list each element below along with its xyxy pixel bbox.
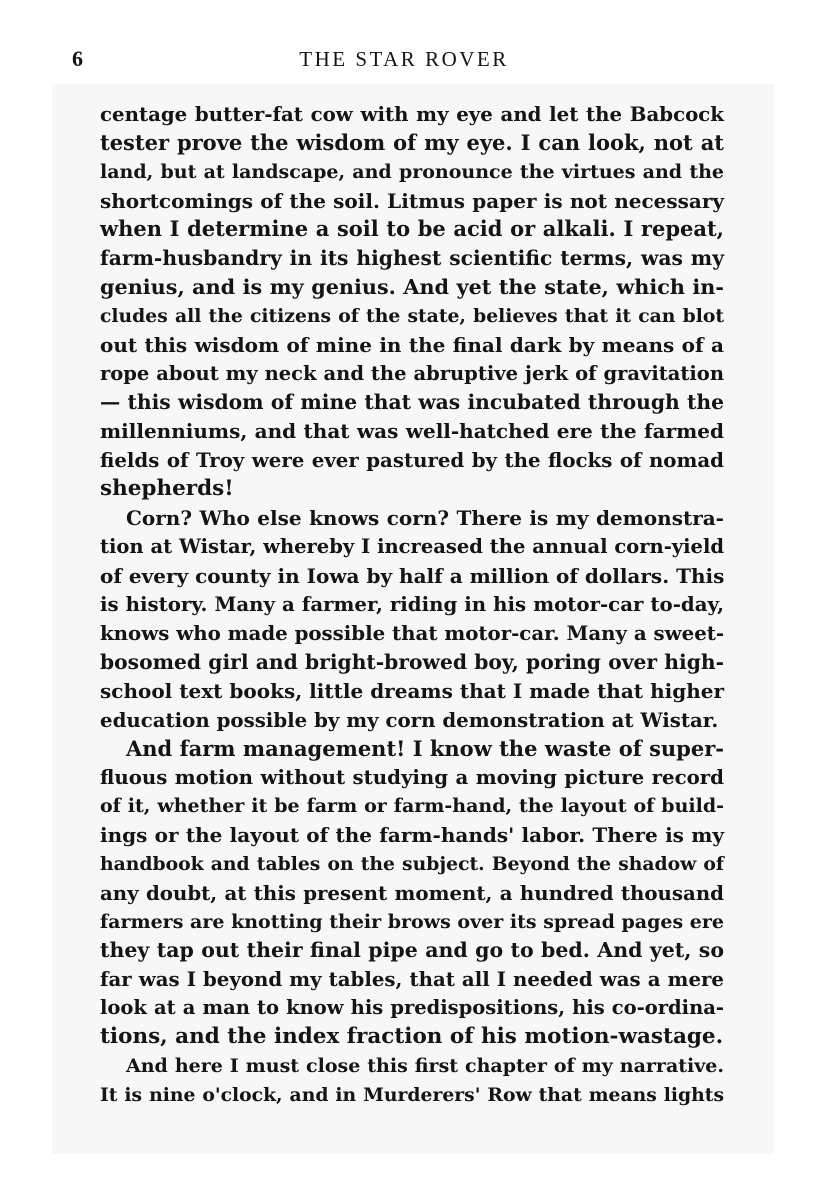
- text-line: genius, and is my genius. And yet the state, which in-: [100, 275, 724, 300]
- text-line: Corn? Who else knows corn? There is my demonstra-: [126, 505, 724, 530]
- text-line: millenniums, and that was well-hatched ere the farmed: [100, 419, 724, 444]
- running-header: [0, 46, 840, 74]
- text-line: farmers are knotting their brows over its spread pages ere: [100, 910, 724, 933]
- text-line: handbook and tables on the subject. Beyond the shadow of: [100, 852, 724, 875]
- text-line: — this wisdom of mine that was incubated through the: [100, 390, 724, 415]
- text-line: school text books, little dreams that I made that higher: [100, 678, 724, 703]
- text-line: any doubt, at this present moment, a hundred thousand: [100, 880, 724, 905]
- text-line: when I determine a soil to be acid or alkali. I repeat,: [100, 216, 724, 242]
- body-text: [100, 100, 724, 1110]
- text-line: they tap out their final pipe and go to bed. And yet, so: [100, 938, 724, 963]
- text-line: far was I beyond my tables, that all I needed was a mere: [100, 967, 724, 992]
- text-line: It is nine o'clock, and in Murderers' Row that means lights: [100, 1083, 724, 1106]
- text-line: farm-husbandry in its highest scientific terms, was my: [100, 246, 724, 271]
- text-line: fields of Troy were ever pastured by the flocks of nomad: [100, 448, 724, 473]
- text-line: tion at Wistar, whereby I increased the annual corn-yield: [100, 534, 724, 558]
- text-line: of every county in Iowa by half a million of dollars. This: [100, 563, 725, 588]
- text-line: rope about my neck and the abruptive jerk of gravitation: [100, 361, 724, 385]
- text-line: is history. Many a farmer, riding in his motor-car to-day,: [100, 592, 724, 617]
- text-line: look at a man to know his predispositions, his co-ordina-: [100, 996, 724, 1020]
- text-line: education possible by my corn demonstration at Wistar.: [100, 707, 719, 732]
- text-line: shortcomings of the soil. Litmus paper is not necessary: [100, 188, 724, 213]
- text-line: shepherds!: [100, 475, 234, 501]
- text-line: cludes all the citizens of the state, believes that it can blot: [100, 304, 724, 327]
- page-number: 6: [72, 46, 84, 71]
- text-line: tions, and the index fraction of his motion-wastage.: [100, 1024, 724, 1049]
- text-line: ings or the layout of the farm-hands' labor. There is my: [100, 823, 724, 848]
- text-line: tester prove the wisdom of my eye. I can look, not at: [100, 129, 724, 155]
- text-line: bosomed girl and bright-browed boy, poring over high-: [100, 650, 724, 675]
- text-line: fluous motion without studying a moving picture record: [100, 765, 724, 790]
- text-line: land, but at landscape, and pronounce the virtues and the: [100, 160, 724, 183]
- running-title: THE STAR ROVER: [299, 47, 509, 71]
- text-line: And farm management! I know the waste of super-: [126, 735, 724, 761]
- text-line: of it, whether it be farm or farm-hand, the layout of build-: [100, 795, 724, 818]
- text-line: out this wisdom of mine in the final dark by means of a: [100, 332, 724, 357]
- text-line: And here I must close this first chapter of my narrative.: [126, 1054, 724, 1077]
- text-line: centage butter-fat cow with my eye and let the Babcock: [100, 102, 724, 126]
- text-line: knows who made possible that motor-car. Many a sweet-: [100, 621, 725, 646]
